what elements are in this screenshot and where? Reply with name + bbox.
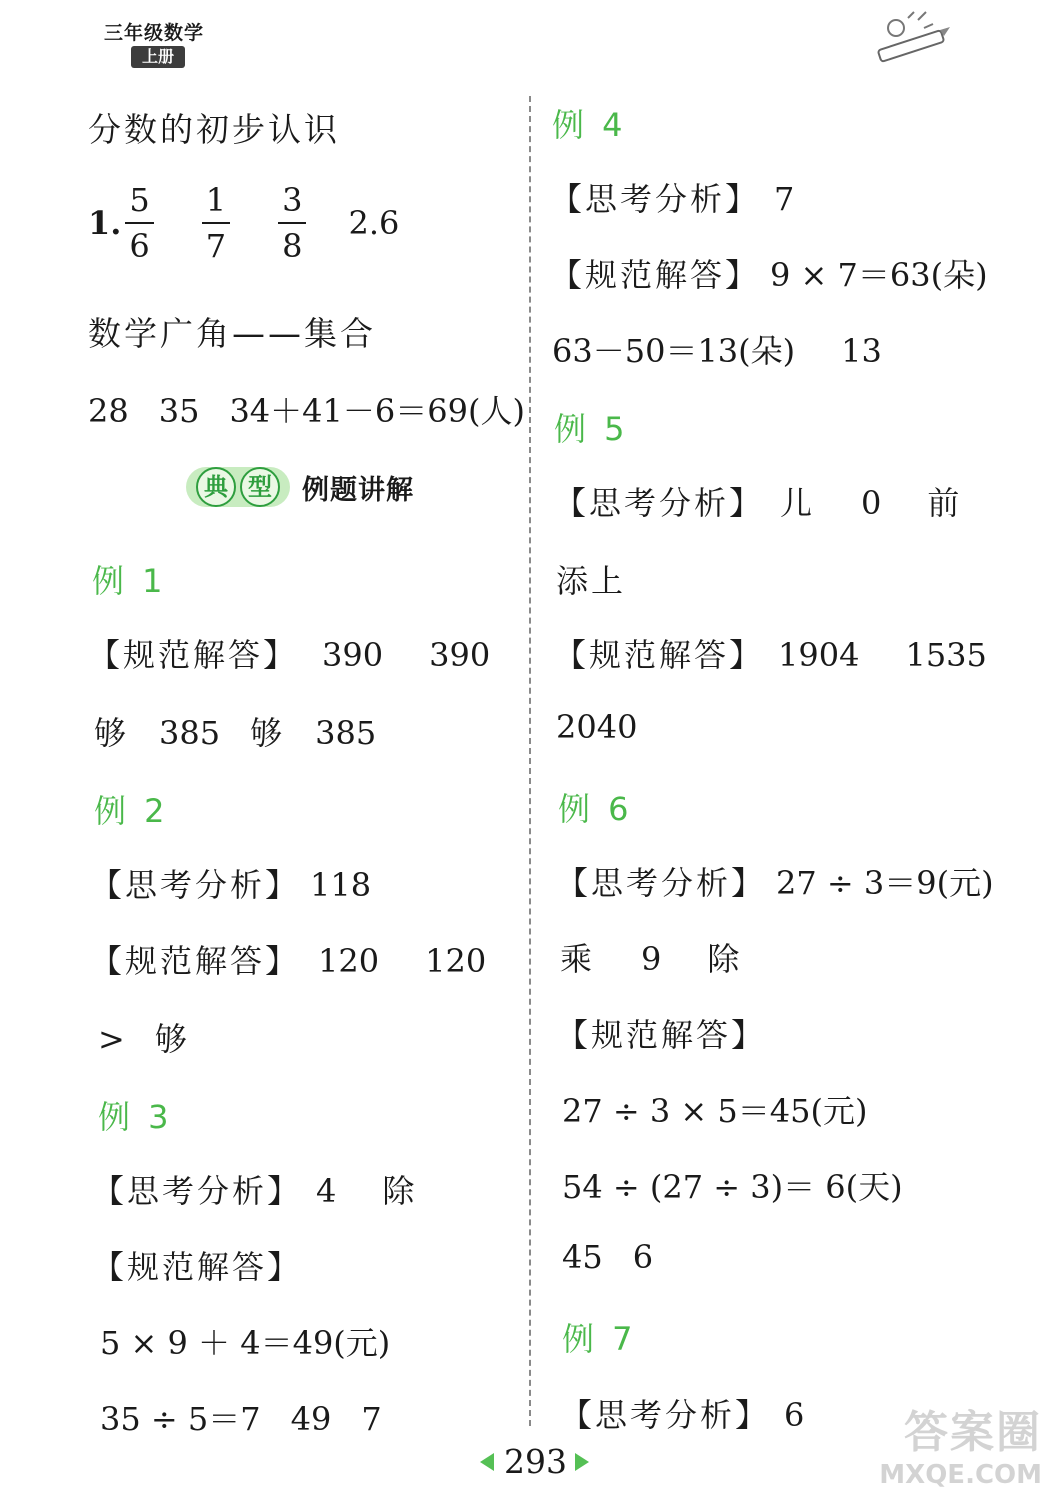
example-3-solution-label: 【规范解答】 — [92, 1248, 303, 1286]
example-5-solution-cont: 2040 — [556, 708, 638, 746]
example-5-analysis: 【思考分析】 儿 0 前 — [554, 484, 963, 522]
example-5-analysis-cont: 添上 — [556, 562, 627, 600]
badge-char-dian: 典 — [196, 467, 236, 507]
example-6-analysis: 【思考分析】 27 ÷ 3＝9(元) — [556, 864, 994, 902]
triangle-left-icon — [480, 1453, 494, 1471]
example-4-label: 例 4 — [552, 106, 627, 144]
example-6-solution-label: 【规范解答】 — [556, 1016, 767, 1054]
example-5-solution: 【规范解答】 1904 1535 — [554, 636, 987, 674]
section-title-sets: 数学广角——集合 — [88, 314, 376, 353]
example-2-analysis: 【思考分析】 118 — [90, 866, 372, 904]
badge-label: 例题讲解 — [302, 474, 414, 506]
page-number — [480, 1442, 589, 1481]
triangle-right-icon — [575, 1453, 589, 1471]
question-2-answer: 2.6 — [348, 204, 400, 242]
example-3-equation-1: 5 × 9 ＋ 4＝49(元) — [100, 1324, 391, 1362]
badge-char-xing: 型 — [240, 467, 280, 507]
pencil-decoration-icon — [872, 8, 950, 68]
example-7-analysis: 【思考分析】 6 — [560, 1396, 805, 1434]
example-2-solution: 【规范解答】 120 120 — [90, 942, 487, 980]
column-divider — [529, 96, 531, 1426]
example-6-label: 例 6 — [558, 790, 633, 828]
example-2-label: 例 2 — [94, 792, 169, 830]
typical-examples-badge — [186, 464, 414, 510]
example-4-analysis: 【思考分析】 7 — [550, 180, 795, 218]
page-number-text: 293 — [504, 1442, 567, 1481]
fraction-5-6: $\frac{5}{6}$ — [125, 184, 153, 262]
example-1-solution-cont: 够 385 够 385 — [94, 714, 377, 752]
question-1-number: 1. — [88, 204, 122, 242]
example-3-equation-2: 35 ÷ 5＝7 49 7 — [100, 1400, 382, 1438]
example-6-answers: 45 6 — [562, 1238, 654, 1276]
watermark-logo: 答案圈 MXQE.COM — [879, 1407, 1042, 1490]
example-6-equation-2: 54 ÷ (27 ÷ 3)＝ 6(天) — [562, 1168, 903, 1206]
example-1-solution: 【规范解答】 390 390 — [88, 636, 491, 674]
example-6-analysis-cont: 乘 9 除 — [560, 940, 743, 978]
example-5-label: 例 5 — [554, 410, 629, 448]
example-1-label: 例 1 — [92, 562, 167, 600]
example-4-solution-cont: 63－50＝13(朵) 13 — [552, 332, 882, 370]
sets-answer-line: 28 35 34＋41－6＝69(人) — [88, 392, 525, 430]
fraction-answers — [88, 181, 400, 265]
book-title: 三年级数学 — [104, 22, 205, 44]
fraction-1-7: $\frac{1}{7}$ — [202, 184, 230, 262]
example-3-label: 例 3 — [98, 1098, 173, 1136]
volume-tag: 上册 — [131, 46, 185, 68]
example-3-analysis: 【思考分析】 4 除 — [92, 1172, 418, 1210]
fraction-3-8: $\frac{3}{8}$ — [278, 184, 306, 262]
example-7-label: 例 7 — [562, 1320, 637, 1358]
example-6-equation-1: 27 ÷ 3 × 5＝45(元) — [562, 1092, 868, 1130]
section-title-fractions: 分数的初步认识 — [88, 110, 340, 149]
example-2-solution-cont: > 够 — [98, 1020, 190, 1058]
example-4-solution: 【规范解答】 9 × 7＝63(朵) — [550, 256, 988, 294]
